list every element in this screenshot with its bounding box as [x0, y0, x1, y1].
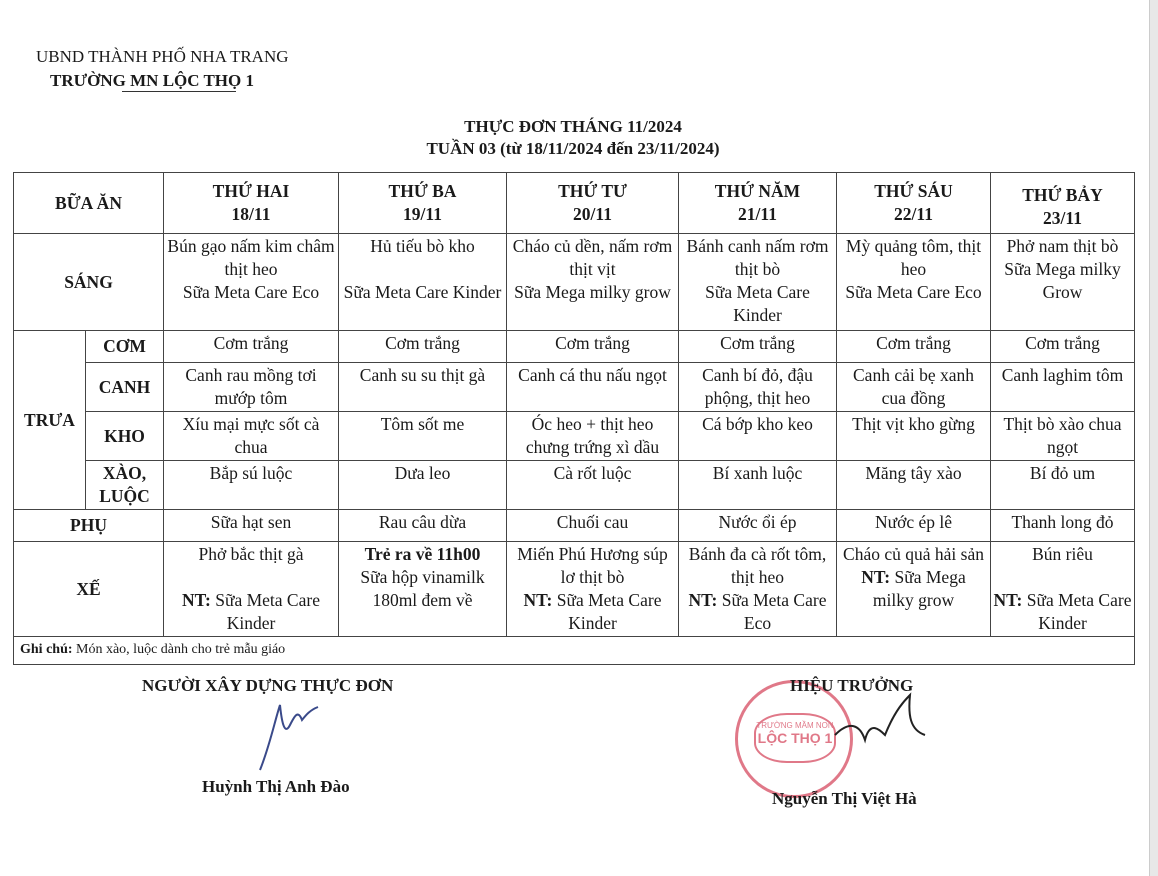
note-row — [14, 637, 1135, 665]
menu-cell: Bắp sú luộc — [164, 461, 339, 510]
author-name: Huỳnh Thị Anh Đào — [202, 777, 350, 796]
menu-cell: Thịt bò xào chua ngọt — [991, 412, 1135, 461]
menu-cell: Cá bớp kho keo — [679, 412, 837, 461]
menu-cell — [679, 542, 837, 637]
menu-cell: Chuối cau — [507, 510, 679, 542]
menu-cell: Canh cá thu nấu ngọt — [507, 363, 679, 412]
menu-cell: Thịt vịt kho gừng — [837, 412, 991, 461]
note-label: Ghi chú: — [20, 642, 73, 657]
day-header: THỨ BẢY 23/11 — [991, 173, 1135, 234]
principal-signature — [830, 690, 930, 760]
nt-label: NT: — [688, 590, 718, 610]
school-name-text: TRƯỜNG MN LỘC THỌ 1 — [50, 71, 255, 90]
menu-cell: Tôm sốt me — [339, 412, 507, 461]
menu-cell: Cháo củ dền, nấm rơm thịt vịt Sữa Mega milky grow — [507, 234, 679, 331]
menu-cell: Cơm trắng — [507, 331, 679, 363]
menu-cell: Măng tây xào — [837, 461, 991, 510]
menu-cell: Rau câu dừa — [339, 510, 507, 542]
menu-cell: Canh cải bẹ xanh cua đồng — [837, 363, 991, 412]
menu-cell: Óc heo + thịt heo chưng trứng xì dầu — [507, 412, 679, 461]
menu-cell — [507, 542, 679, 637]
milk-text: Sữa Meta Care Eco — [717, 590, 827, 633]
milk-text: Sữa Meta Care Kinder — [210, 590, 320, 633]
nt-label: NT: — [523, 590, 553, 610]
menu-title: THỰC ĐƠN THÁNG 11/2024 — [464, 117, 682, 136]
nt-label: NT: — [182, 590, 211, 610]
menu-cell — [837, 542, 991, 637]
menu-cell: Canh rau mồng tơi mướp tôm — [164, 363, 339, 412]
menu-cell — [339, 542, 507, 637]
dish-text: Phở bắc thịt gà — [198, 544, 304, 564]
table-row — [14, 331, 1135, 363]
row-label: SÁNG — [14, 234, 164, 331]
table-row — [14, 542, 1135, 637]
menu-cell: Dưa leo — [339, 461, 507, 510]
nt-label: NT: — [861, 567, 891, 587]
menu-table — [13, 172, 1135, 665]
principal-name: Nguyễn Thị Việt Hà — [772, 789, 917, 808]
note-text: Món xào, luộc dành cho trẻ mẫu giáo — [72, 642, 286, 657]
menu-cell: Hủ tiếu bò kho Sữa Meta Care Kinder — [339, 234, 507, 331]
nt-label: NT: — [993, 590, 1023, 610]
table-row — [14, 234, 1135, 331]
menu-cell: Cơm trắng — [339, 331, 507, 363]
dish-text: Sữa hộp vinamilk 180ml đem về — [360, 567, 485, 610]
menu-cell: Canh su su thịt gà — [339, 363, 507, 412]
dish-text: Miến Phú Hương súp lơ thịt bò — [517, 544, 668, 587]
menu-cell: Nước ổi ép — [679, 510, 837, 542]
table-row — [14, 510, 1135, 542]
day-header: THỨ HAI 18/11 — [164, 173, 339, 234]
school-name — [50, 71, 254, 91]
meal-header: BỮA ĂN — [14, 173, 164, 234]
menu-cell: Thanh long đỏ — [991, 510, 1135, 542]
milk-text: Sữa Meta Care Kinder — [552, 590, 662, 633]
dish-text: Bún riêu — [1032, 544, 1093, 564]
day-header: THỨ BA 19/11 — [339, 173, 507, 234]
menu-cell: Canh bí đỏ, đậu phộng, thịt heo — [679, 363, 837, 412]
milk-text: Sữa Meta Care Kinder — [1022, 590, 1132, 633]
menu-cell: Phở nam thịt bò Sữa Mega milky Grow — [991, 234, 1135, 331]
menu-cell: Bún gạo nấm kim châm thịt heo Sữa Meta Care Eco — [164, 234, 339, 331]
row-sublabel: KHO — [86, 412, 164, 461]
page-edge — [1149, 0, 1158, 876]
menu-cell: Canh laghim tôm — [991, 363, 1135, 412]
dish-text: Bánh đa cà rốt tôm, thịt heo — [688, 544, 827, 587]
menu-cell: Nước ép lê — [837, 510, 991, 542]
week-subtitle: TUẦN 03 (từ 18/11/2024 đến 23/11/2024) — [426, 139, 720, 158]
row-label: TRƯA — [14, 331, 86, 510]
note — [14, 637, 1135, 665]
menu-cell — [164, 542, 339, 637]
milk-text: Sữa Mega milky grow — [872, 567, 966, 610]
row-label: XẾ — [14, 542, 164, 637]
menu-cell: Xíu mại mực sốt cà chua — [164, 412, 339, 461]
menu-cell: Cơm trắng — [679, 331, 837, 363]
table-row — [14, 412, 1135, 461]
menu-cell: Cơm trắng — [991, 331, 1135, 363]
author-signature — [240, 695, 330, 775]
menu-cell: Bánh canh nấm rơm thịt bò Sữa Meta Care Kinder — [679, 234, 837, 331]
menu-cell: Sữa hạt sen — [164, 510, 339, 542]
row-sublabel: CƠM — [86, 331, 164, 363]
menu-cell: Bí đỏ um — [991, 461, 1135, 510]
menu-cell: Cà rốt luộc — [507, 461, 679, 510]
author-title: NGƯỜI XÂY DỰNG THỰC ĐƠN — [142, 676, 394, 695]
authority-name: UBND THÀNH PHỐ NHA TRANG — [36, 47, 289, 66]
menu-cell: Mỳ quảng tôm, thịt heo Sữa Meta Care Eco — [837, 234, 991, 331]
principal-title: HIỆU TRƯỞNG — [790, 676, 914, 695]
menu-cell — [991, 542, 1135, 637]
day-header: THỨ NĂM 21/11 — [679, 173, 837, 234]
menu-cell: Bí xanh luộc — [679, 461, 837, 510]
dish-text: Cháo củ quả hải sản — [843, 544, 984, 564]
day-header: THỨ TƯ 20/11 — [507, 173, 679, 234]
row-label: PHỤ — [14, 510, 164, 542]
menu-cell: Cơm trắng — [837, 331, 991, 363]
row-sublabel: CANH — [86, 363, 164, 412]
header-row — [14, 173, 1135, 234]
table-row — [14, 363, 1135, 412]
row-sublabel: XÀO, LUỘC — [86, 461, 164, 510]
day-header: THỨ SÁU 22/11 — [837, 173, 991, 234]
stamp-top-text: TRƯỜNG MẦM NON — [756, 721, 834, 730]
stamp-main-text: LỘC THỌ 1 — [757, 730, 833, 746]
table-row — [14, 461, 1135, 510]
pickup-note: Trẻ ra về 11h00 — [364, 544, 481, 564]
menu-cell: Cơm trắng — [164, 331, 339, 363]
